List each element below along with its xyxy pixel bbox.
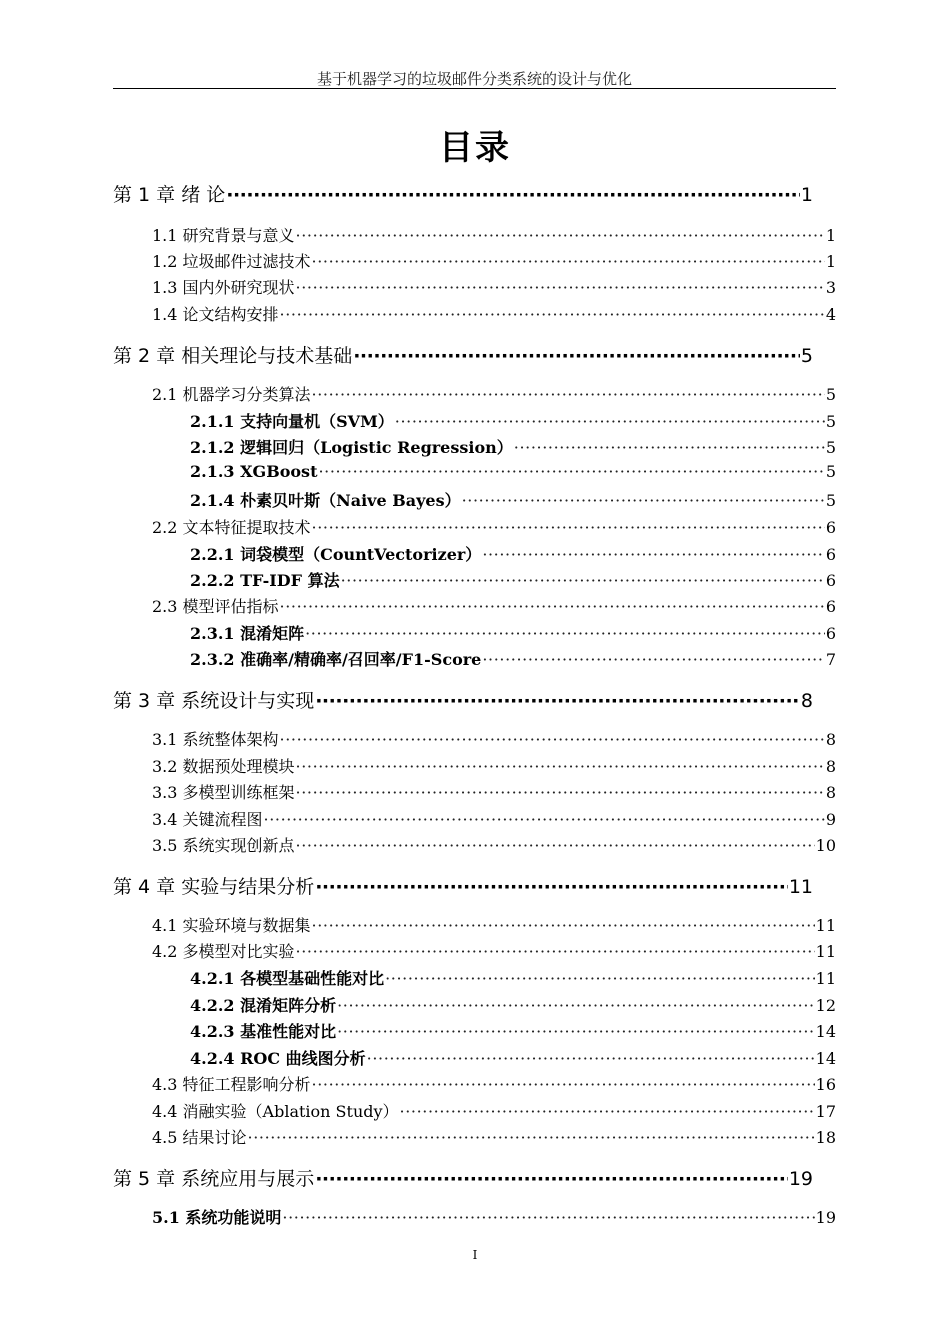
dot-leader [296, 836, 815, 855]
toc-entry-page: 3 [825, 278, 836, 297]
toc-entry-label: 2.3.2 准确率/精确率/召回率/F1-Score [190, 650, 482, 669]
toc-entry-page: 7 [825, 650, 836, 669]
toc-entry-label: 5.1 系统功能说明 [152, 1208, 282, 1227]
dot-leader [353, 345, 800, 367]
toc-chapter-4[interactable] [113, 872, 813, 899]
dot-leader [312, 1075, 815, 1094]
dot-leader [318, 462, 824, 481]
dot-leader [315, 876, 788, 898]
toc-entry-page: 12 [815, 996, 836, 1015]
toc-section-5-1[interactable] [152, 1205, 836, 1228]
toc-entry-page: 11 [815, 942, 836, 961]
dot-leader [315, 1168, 788, 1190]
toc-entry-page: 6 [825, 597, 836, 616]
page-number: I [472, 1248, 478, 1262]
toc-entry-label: 4.4 消融实验（Ablation Study） [152, 1102, 399, 1121]
toc-section-3-1[interactable] [152, 727, 836, 750]
dot-leader [226, 184, 800, 206]
toc-entry-label: 2.1.4 朴素贝叶斯（Naive Bayes） [190, 491, 461, 510]
dot-leader [337, 996, 815, 1015]
toc-entry-label: 1.4 论文结构安排 [152, 305, 279, 324]
dot-leader [296, 278, 825, 297]
toc-subsection-2-3-2[interactable] [190, 647, 836, 670]
toc-entry-label: 3.3 多模型训练框架 [152, 783, 295, 802]
toc-entry-page: 10 [815, 836, 836, 855]
toc-entry-label: 2.2.2 TF-IDF 算法 [190, 571, 340, 590]
toc-subsection-4-2-3[interactable] [190, 1019, 836, 1042]
dot-leader [312, 916, 815, 935]
toc-entry-label: 2.1.3 XGBoost [190, 462, 318, 481]
toc-entry-label: 2.2 文本特征提取技术 [152, 518, 311, 537]
toc-section-4-3[interactable] [152, 1072, 836, 1095]
toc-entry-label: 4.2 多模型对比实验 [152, 942, 295, 961]
toc-entry-page: 8 [825, 783, 836, 802]
toc-entry-page: 9 [825, 810, 836, 829]
toc-entry-label: 1.1 研究背景与意义 [152, 226, 295, 245]
toc-entry-label: 第 5 章 系统应用与展示 [113, 1168, 315, 1190]
dot-leader [514, 438, 825, 457]
toc-section-4-1[interactable] [152, 913, 836, 936]
header-rule [113, 88, 836, 89]
dot-leader [337, 1022, 815, 1041]
dot-leader [312, 385, 825, 404]
toc-subsection-2-1-1[interactable] [190, 409, 836, 432]
dot-leader [296, 942, 815, 961]
toc-subsection-2-3-1[interactable] [190, 621, 836, 644]
toc-entry-label: 4.1 实验环境与数据集 [152, 916, 311, 935]
toc-entry-page: 6 [825, 518, 836, 537]
toc-entry-label: 2.1.2 逻辑回归（Logistic Regression） [190, 438, 513, 457]
toc-section-3-4[interactable] [152, 807, 836, 830]
dot-leader [296, 226, 825, 245]
toc-entry-page: 5 [825, 438, 836, 457]
toc-entry-label: 3.5 系统实现创新点 [152, 836, 295, 855]
toc-entry-page: 18 [815, 1128, 836, 1147]
toc-entry-page: 14 [815, 1049, 836, 1068]
toc-entry-label: 第 2 章 相关理论与技术基础 [113, 345, 353, 367]
toc-title: 目录 [439, 128, 511, 168]
toc-subsection-2-2-1[interactable] [190, 542, 836, 565]
dot-leader [482, 650, 824, 669]
toc-entry-page: 6 [825, 624, 836, 643]
dot-leader [248, 1128, 815, 1147]
dot-leader [280, 597, 825, 616]
toc-entry-page: 19 [815, 1208, 836, 1227]
dot-leader [296, 783, 825, 802]
toc-entry-page: 16 [815, 1075, 836, 1094]
toc-subsection-2-1-3[interactable] [190, 462, 836, 481]
dot-leader [315, 690, 800, 712]
toc-section-1-3[interactable] [152, 275, 836, 298]
toc-subsection-2-1-4[interactable] [190, 488, 836, 511]
toc-chapter-1[interactable] [113, 180, 813, 207]
toc-entry-page: 5 [825, 462, 836, 481]
toc-entry-page: 11 [815, 969, 836, 988]
toc-chapter-5[interactable] [113, 1164, 813, 1191]
toc-subsection-4-2-1[interactable] [190, 966, 836, 989]
dot-leader [296, 757, 825, 776]
toc-entry-page: 8 [825, 730, 836, 749]
toc-section-1-1[interactable] [152, 223, 836, 246]
toc-entry-label: 3.1 系统整体架构 [152, 730, 279, 749]
dot-leader [280, 730, 825, 749]
toc-entry-label: 2.3 模型评估指标 [152, 597, 279, 616]
toc-entry-label: 4.5 结果讨论 [152, 1128, 247, 1147]
toc-section-3-3[interactable] [152, 780, 836, 803]
toc-section-1-4[interactable] [152, 302, 836, 325]
toc-entry-page: 5 [825, 385, 836, 404]
toc-entry-label: 4.2.2 混淆矩阵分析 [190, 996, 337, 1015]
dot-leader [312, 252, 825, 271]
toc-section-2-2[interactable] [152, 515, 836, 538]
toc-entry-page: 11 [788, 876, 813, 898]
toc-entry-label: 4.3 特征工程影响分析 [152, 1075, 311, 1094]
toc-section-1-2[interactable] [152, 249, 836, 272]
toc-entry-label: 2.1 机器学习分类算法 [152, 385, 311, 404]
toc-entry-page: 5 [825, 491, 836, 510]
toc-section-4-5[interactable] [152, 1125, 836, 1148]
toc-entry-page: 6 [825, 545, 836, 564]
toc-section-4-4[interactable] [152, 1099, 836, 1122]
dot-leader [385, 969, 815, 988]
toc-entry-page: 19 [788, 1168, 813, 1190]
dot-leader [280, 305, 825, 324]
dot-leader [312, 518, 825, 537]
toc-entry-page: 1 [800, 184, 813, 206]
toc-entry-page: 11 [815, 916, 836, 935]
toc-entry-label: 第 1 章 绪 论 [113, 184, 226, 206]
toc-entry-label: 2.2.1 词袋模型（CountVectorizer） [190, 545, 482, 564]
toc-entry-label: 4.2.4 ROC 曲线图分析 [190, 1049, 366, 1068]
toc-entry-label: 3.2 数据预处理模块 [152, 757, 295, 776]
running-header: 基于机器学习的垃圾邮件分类系统的设计与优化 [316, 70, 632, 88]
toc-entry-page: 4 [825, 305, 836, 324]
dot-leader [282, 1208, 814, 1227]
toc-section-4-2[interactable] [152, 939, 836, 962]
toc-entry-page: 8 [825, 757, 836, 776]
toc-section-2-1[interactable] [152, 382, 836, 405]
toc-entry-page: 8 [800, 690, 813, 712]
toc-entry-page: 17 [815, 1102, 836, 1121]
toc-subsection-2-1-2[interactable] [190, 435, 836, 458]
dot-leader [367, 1049, 815, 1068]
toc-entry-label: 2.3.1 混淆矩阵 [190, 624, 305, 643]
toc-section-3-2[interactable] [152, 754, 836, 777]
toc-entry-page: 1 [825, 226, 836, 245]
dot-leader [341, 571, 825, 590]
toc-entry-label: 1.3 国内外研究现状 [152, 278, 295, 297]
toc-entry-page: 6 [825, 571, 836, 590]
toc-section-2-3[interactable] [152, 594, 836, 617]
toc-entry-page: 5 [825, 412, 836, 431]
toc-entry-page: 1 [825, 252, 836, 271]
toc-entry-label: 3.4 关键流程图 [152, 810, 263, 829]
toc-subsection-4-2-4[interactable] [190, 1046, 836, 1069]
toc-entry-label: 第 4 章 实验与结果分析 [113, 876, 315, 898]
dot-leader [462, 491, 825, 510]
toc-entry-page: 5 [800, 345, 813, 367]
dot-leader [305, 624, 825, 643]
toc-section-3-5[interactable] [152, 833, 836, 856]
toc-entry-label: 第 3 章 系统设计与实现 [113, 690, 315, 712]
toc-entry-label: 1.2 垃圾邮件过滤技术 [152, 252, 311, 271]
toc-entry-label: 4.2.3 基准性能对比 [190, 1022, 337, 1041]
toc-subsection-2-2-2[interactable] [190, 568, 836, 591]
dot-leader [264, 810, 825, 829]
dot-leader [395, 412, 825, 431]
toc-entry-page: 14 [815, 1022, 836, 1041]
dot-leader [400, 1102, 815, 1121]
toc-entry-label: 2.1.1 支持向量机（SVM） [190, 412, 394, 431]
toc-subsection-4-2-2[interactable] [190, 993, 836, 1016]
toc-chapter-2[interactable] [113, 341, 813, 368]
toc-entry-label: 4.2.1 各模型基础性能对比 [190, 969, 385, 988]
dot-leader [482, 545, 825, 564]
toc-chapter-3[interactable] [113, 686, 813, 713]
